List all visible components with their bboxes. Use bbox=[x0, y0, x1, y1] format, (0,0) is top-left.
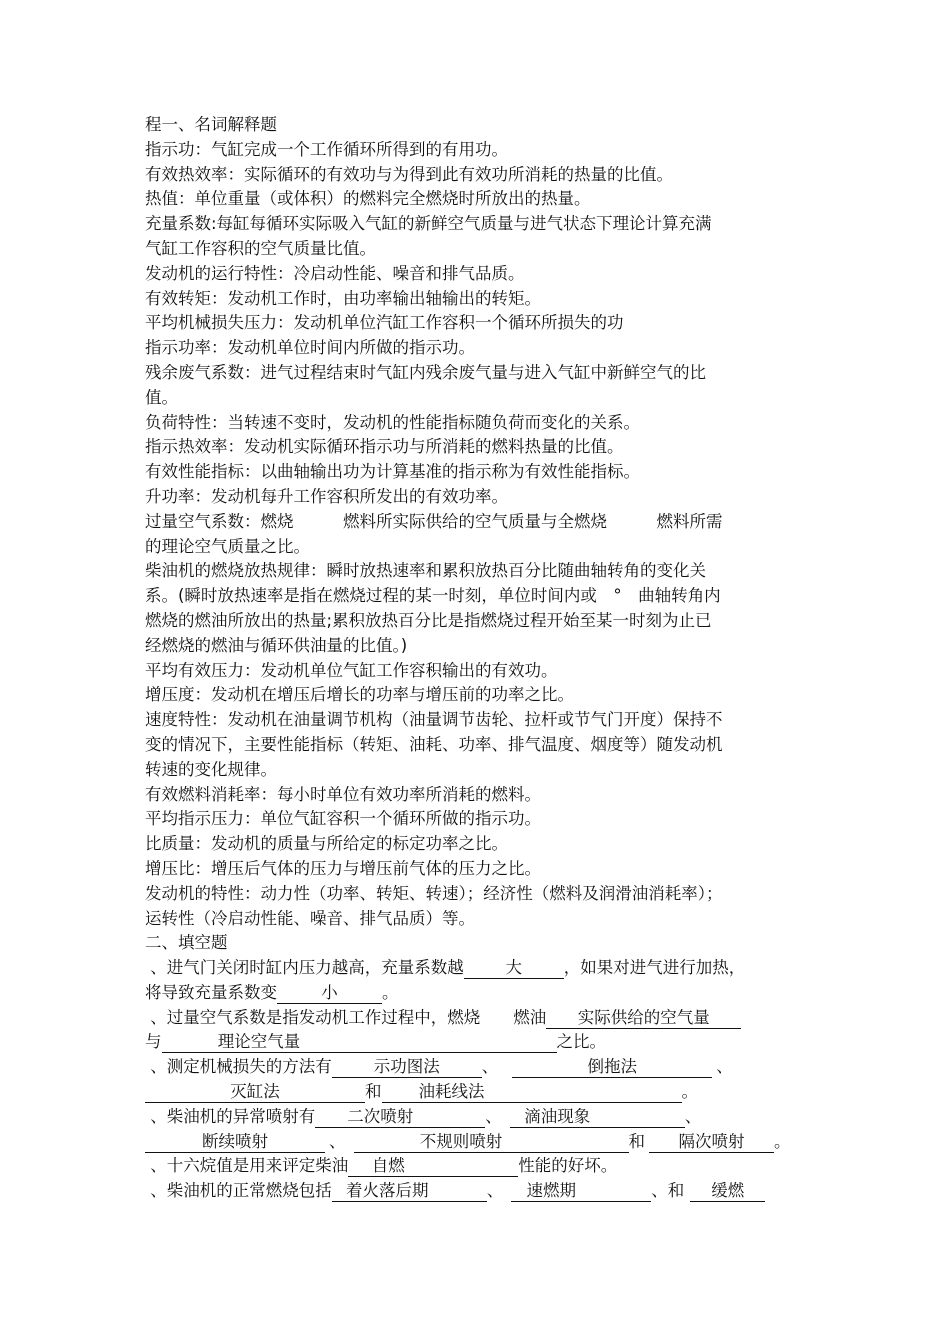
fill-question-3 bbox=[145, 1055, 845, 1080]
definition-line: 负荷特性：当转速不变时，发动机的性能指标随负荷而变化的关系。 bbox=[145, 412, 640, 432]
separator: 、 bbox=[481, 1057, 499, 1077]
question-text: 、和 bbox=[651, 1181, 685, 1201]
definition-line: 值。 bbox=[145, 387, 178, 407]
definition-line: 平均指示压力：单位气缸容积一个循环所做的指示功。 bbox=[145, 809, 541, 829]
answer-blank: 灭缸法 bbox=[145, 1082, 365, 1103]
separator: 、 bbox=[486, 1181, 504, 1201]
answer-text: 速燃期 bbox=[526, 1181, 576, 1201]
definition-list bbox=[145, 138, 845, 932]
question-text: 、十六烷值是用来评定柴油 bbox=[145, 1156, 349, 1176]
question-text: 。 bbox=[681, 1082, 698, 1102]
answer-blank bbox=[510, 1107, 685, 1128]
definition-line: 热值：单位重量（或体积）的燃料完全燃烧时所放出的热量。 bbox=[145, 189, 591, 209]
definition-line: 指示功率：发动机单位时间内所做的指示功。 bbox=[145, 338, 475, 358]
separator: 、 bbox=[329, 1131, 346, 1151]
question-text: 。 bbox=[382, 982, 399, 1002]
question-text: 、测定机械损失的方法有 bbox=[145, 1057, 332, 1077]
definition-line: 速度特性：发动机在油量调节机构（油量调节齿轮、拉杆或节气门开度）保持不 bbox=[145, 710, 723, 730]
definition-line: 经燃烧的燃油与循环供油量的比值。) bbox=[145, 635, 408, 655]
definition-line: 转速的变化规律。 bbox=[145, 759, 277, 779]
answer-blank: 小 bbox=[277, 983, 382, 1004]
separator: 、 bbox=[684, 1106, 702, 1126]
fill-question-2-cont bbox=[145, 1030, 845, 1055]
answer-blank: 隔次喷射 bbox=[649, 1132, 774, 1153]
definition-line: 指示热效率：发动机实际循环指示功与所消耗的燃料热量的比值。 bbox=[145, 437, 624, 457]
question-text: 与 bbox=[145, 1032, 162, 1052]
answer-blank: 断续喷射 bbox=[145, 1132, 325, 1153]
question-text: 将导致充量系数变 bbox=[145, 982, 277, 1002]
answer-text: 二次喷射 bbox=[347, 1106, 414, 1126]
answer-text: 着火落后期 bbox=[346, 1181, 429, 1201]
definition-line: 充量系数:每缸每循环实际吸入气缸的新鲜空气质量与进气状态下理论计算充满 bbox=[145, 214, 712, 234]
question-text: 和 bbox=[365, 1082, 382, 1102]
answer-blank: 示功图法 bbox=[332, 1057, 482, 1078]
definition-line: 系。(瞬时放热速率是指在燃烧过程的某一时刻，单位时间内或 ° 曲轴转角内 bbox=[145, 586, 721, 606]
definition-line: 有效热效率：实际循环的有效功与为得到此有效功所消耗的热量的比值。 bbox=[145, 164, 673, 184]
definition-line: 变的情况下，主要性能指标（转矩、油耗、功率、排气温度、烟度等）随发动机 bbox=[145, 734, 723, 754]
definition-line: 运转性（冷启动性能、噪音、排气品质）等。 bbox=[145, 908, 475, 928]
fill-question-1 bbox=[145, 956, 845, 981]
answer-text: 油耗线法 bbox=[418, 1082, 485, 1102]
section-title: 二、填空题 bbox=[145, 933, 228, 953]
fill-question-1-cont bbox=[145, 981, 845, 1006]
definition-line: 柴油机的燃烧放热规律：瞬时放热速率和累积放热百分比随曲轴转角的变化关 bbox=[145, 561, 706, 581]
definition-line: 有效性能指标：以曲轴输出功为计算基准的指示称为有效性能指标。 bbox=[145, 462, 640, 482]
definition-line: 气缸工作容积的空气质量比值。 bbox=[145, 238, 376, 258]
answer-blank: 实际供给的空气量 bbox=[546, 1008, 741, 1029]
definition-line: 发动机的运行特性：冷启动性能、噪音和排气品质。 bbox=[145, 263, 525, 283]
fill-question-4-cont bbox=[145, 1130, 845, 1155]
answer-blank bbox=[511, 1181, 651, 1202]
definition-line: 增压比：增压后气体的压力与增压前气体的压力之比。 bbox=[145, 858, 541, 878]
question-text: ，如果对进气进行加热， bbox=[563, 958, 746, 978]
question-text: 。 bbox=[774, 1131, 791, 1151]
answer-text: 不规则喷射 bbox=[419, 1131, 503, 1151]
question-text: 、进气门关闭时缸内压力越高，充量系数越 bbox=[145, 958, 464, 978]
separator: 、 bbox=[716, 1057, 733, 1077]
fill-question-4 bbox=[145, 1105, 845, 1130]
definition-line: 有效转矩：发动机工作时，由功率输出轴输出的转矩。 bbox=[145, 288, 541, 308]
definition-line: 平均机械损失压力：发动机单位汽缸工作容积一个循环所损失的功 bbox=[145, 313, 624, 333]
fill-question-2 bbox=[145, 1006, 845, 1031]
answer-blank: 大 bbox=[464, 958, 564, 979]
fill-question-3-cont bbox=[145, 1080, 845, 1105]
answer-blank bbox=[162, 1032, 557, 1053]
definition-line: 燃烧的燃油所放出的热量;累积放热百分比是指燃烧过程开始至某一时刻为止已 bbox=[145, 610, 712, 630]
definition-line: 升功率：发动机每升工作容积所发出的有效功率。 bbox=[145, 486, 508, 506]
answer-blank bbox=[354, 1132, 629, 1153]
question-text: 、柴油机的正常燃烧包括 bbox=[145, 1181, 332, 1201]
fill-question-5 bbox=[145, 1154, 845, 1179]
answer-blank bbox=[332, 1181, 487, 1202]
definition-line: 的理论空气质量之比。 bbox=[145, 536, 310, 556]
question-text: 、柴油机的异常喷射有 bbox=[145, 1106, 316, 1126]
section-title: 程一、名词解释题 bbox=[145, 115, 277, 134]
definition-line: 过量空气系数：燃烧 燃料所实际供给的空气质量与全燃烧 燃料所需 bbox=[145, 511, 723, 531]
definition-line: 有效燃料消耗率：每小时单位有效功率所消耗的燃料。 bbox=[145, 784, 541, 804]
question-text: 和 bbox=[628, 1131, 645, 1151]
document-page bbox=[145, 113, 845, 1204]
definition-line: 发动机的特性：动力性（功率、转矩、转速）；经济性（燃料及润滑油消耗率）； bbox=[145, 883, 723, 903]
question-text: 之比。 bbox=[556, 1032, 606, 1052]
answer-blank: 倒拖法 bbox=[512, 1057, 712, 1078]
answer-blank bbox=[382, 1082, 682, 1103]
question-text: 、过量空气系数是指发动机工作过程中，燃烧 燃油 bbox=[145, 1007, 547, 1027]
definition-line: 增压度：发动机在增压后增长的功率与增压前的功率之比。 bbox=[145, 685, 574, 705]
answer-text: 滴油现象 bbox=[524, 1106, 591, 1126]
definition-line: 残余废气系数：进气过程结束时气缸内残余废气量与进入气缸中新鲜空气的比 bbox=[145, 362, 706, 382]
definition-line: 平均有效压力：发动机单位气缸工作容积输出的有效功。 bbox=[145, 660, 558, 680]
answer-blank: 缓燃 bbox=[690, 1181, 765, 1202]
answer-blank bbox=[315, 1107, 485, 1128]
definition-line: 比质量：发动机的质量与所给定的标定功率之比。 bbox=[145, 834, 508, 854]
separator: 、 bbox=[485, 1106, 502, 1126]
answer-text: 自燃 bbox=[371, 1156, 405, 1176]
question-text: 性能的好坏。 bbox=[518, 1156, 618, 1176]
definition-line: 指示功：气缸完成一个工作循环所得到的有用功。 bbox=[145, 139, 508, 159]
answer-blank bbox=[348, 1156, 518, 1177]
fill-question-6 bbox=[145, 1179, 845, 1204]
answer-text: 理论空气量 bbox=[217, 1032, 301, 1052]
